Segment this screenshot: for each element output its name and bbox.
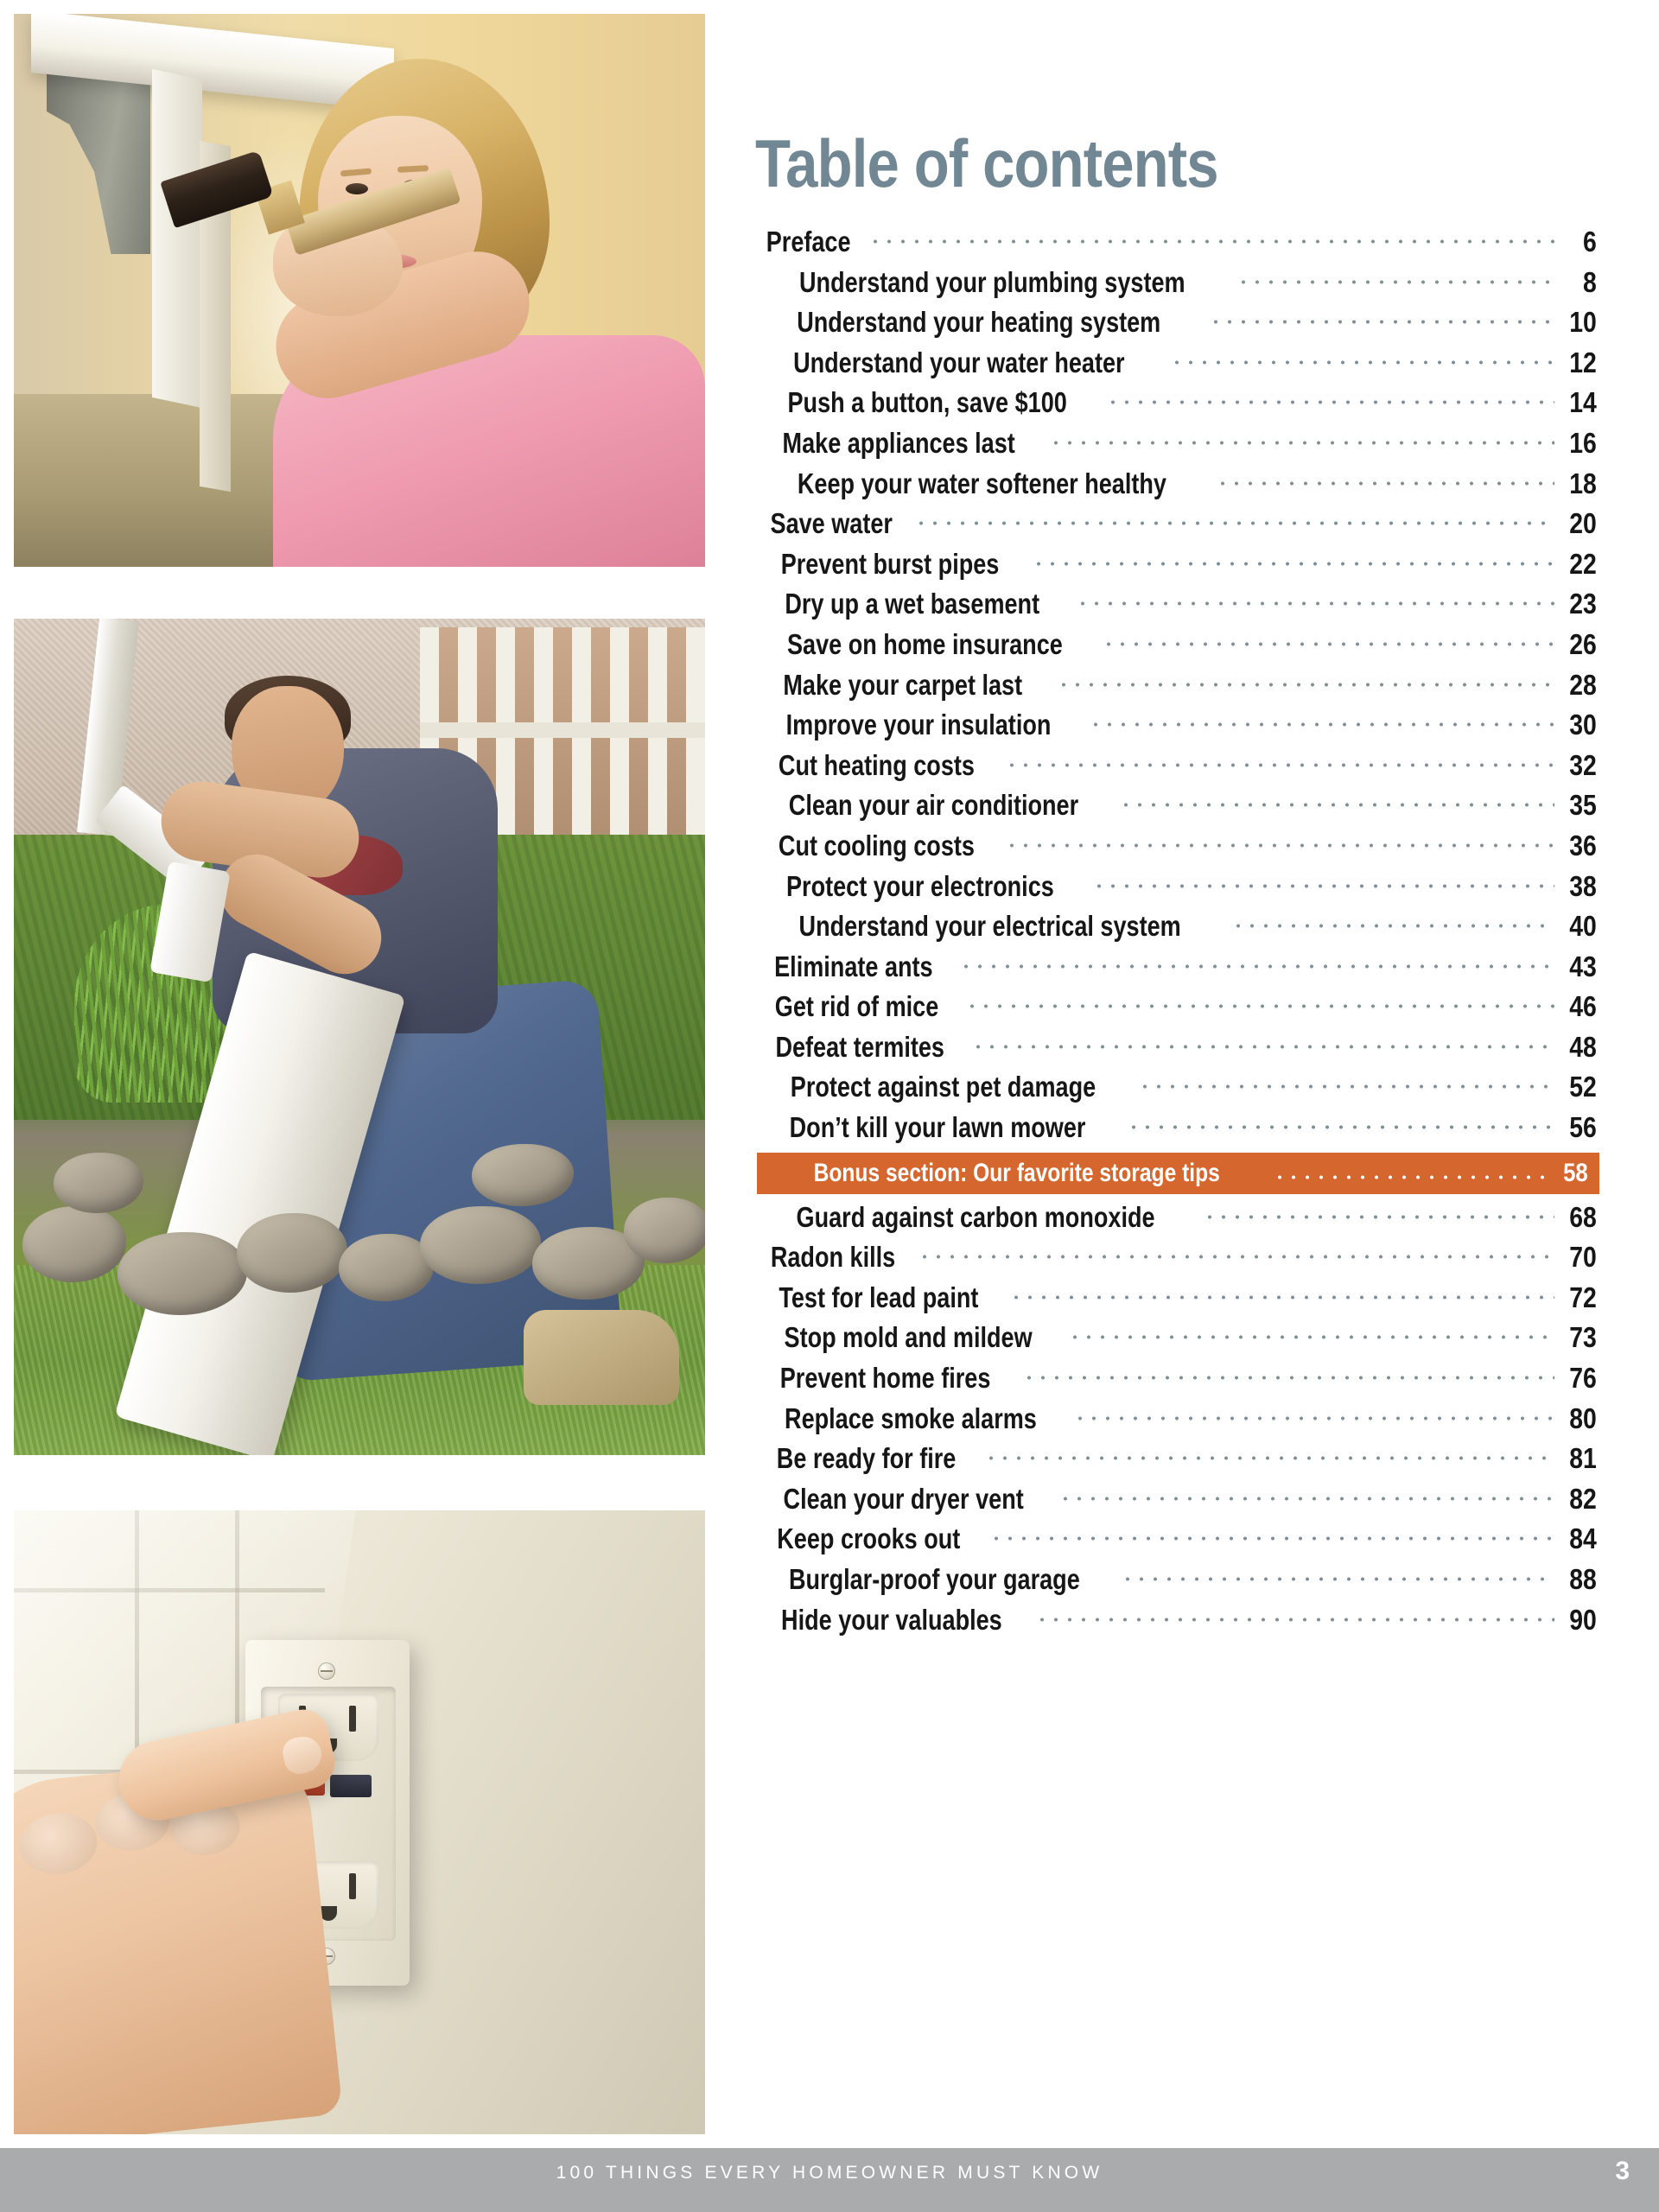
toc-entry-page-number: 90 bbox=[1569, 1603, 1597, 1636]
toc-leader-dots bbox=[1236, 264, 1554, 292]
toc-leader-dots bbox=[1089, 706, 1554, 734]
toc-leader-dots bbox=[1092, 868, 1554, 896]
toc-entry-label: Be ready for fire bbox=[776, 1442, 957, 1475]
toc-entry-row[interactable] bbox=[757, 1520, 1599, 1560]
toc-leader-dots bbox=[1076, 585, 1554, 613]
toc-entry-row[interactable] bbox=[757, 626, 1599, 666]
toc-leader-dots bbox=[971, 1028, 1554, 1057]
toc-entry-page-number: 38 bbox=[1569, 869, 1597, 902]
toc-leader-dots bbox=[1170, 344, 1554, 372]
toc-leader-dots bbox=[1035, 1601, 1554, 1630]
toc-entry-page-number: 35 bbox=[1569, 789, 1597, 822]
toc-entry-label: Cut cooling costs bbox=[778, 829, 975, 861]
toc-entry-page-number: 48 bbox=[1569, 1030, 1597, 1063]
toc-leader-dots bbox=[1068, 1319, 1554, 1347]
toc-entry-label: Preface bbox=[766, 226, 851, 257]
toc-leader-dots bbox=[965, 988, 1554, 1016]
toc-leader-dots bbox=[989, 1520, 1554, 1548]
toc-leader-dots bbox=[1009, 1279, 1554, 1307]
toc-entry-row[interactable] bbox=[757, 907, 1599, 948]
toc-entry-row[interactable] bbox=[757, 1238, 1599, 1279]
toc-entry-row[interactable] bbox=[757, 223, 1599, 264]
toc-entry-row[interactable] bbox=[757, 666, 1599, 707]
toc-entry-label: Save on home insurance bbox=[786, 627, 1063, 660]
toc-entry-row[interactable] bbox=[757, 1028, 1599, 1069]
toc-entry-list bbox=[757, 223, 1599, 1641]
toc-entry-page-number: 76 bbox=[1569, 1362, 1597, 1395]
toc-entry-label: Dry up a wet basement bbox=[785, 588, 1040, 620]
toc-entry-row[interactable] bbox=[757, 1480, 1599, 1521]
toc-entry-row[interactable] bbox=[757, 1359, 1599, 1400]
toc-entry-page-number: 8 bbox=[1582, 265, 1597, 298]
toc-entry-row[interactable] bbox=[757, 706, 1599, 747]
toc-entry-label: Prevent burst pipes bbox=[780, 547, 1000, 580]
toc-entry-page-number: 26 bbox=[1569, 627, 1597, 660]
toc-entry-row[interactable] bbox=[757, 424, 1599, 465]
toc-entry-page-number: 68 bbox=[1569, 1200, 1597, 1233]
toc-entry-page-number: 72 bbox=[1569, 1281, 1597, 1313]
hand-pressing-gfci-outlet-photo bbox=[14, 1510, 705, 2134]
toc-entry-page-number: 20 bbox=[1569, 507, 1597, 540]
toc-entry-page-number: 18 bbox=[1569, 467, 1597, 499]
toc-entry-row[interactable] bbox=[757, 786, 1599, 827]
page-footer bbox=[0, 2148, 1659, 2212]
toc-leader-dots bbox=[1216, 465, 1554, 493]
toc-leader-dots bbox=[1119, 786, 1554, 815]
toc-entry-label: Understand your plumbing system bbox=[799, 265, 1185, 298]
toc-entry-label: Cut heating costs bbox=[778, 748, 975, 781]
toc-leader-dots bbox=[1127, 1109, 1554, 1137]
toc-entry-row[interactable] bbox=[757, 747, 1599, 787]
toc-entry-label: Guard against carbon monoxide bbox=[796, 1200, 1155, 1233]
toc-entry-row[interactable] bbox=[757, 988, 1599, 1028]
toc-leader-dots bbox=[959, 948, 1554, 976]
toc-entry-row[interactable] bbox=[757, 1068, 1599, 1109]
toc-leader-dots bbox=[1203, 1198, 1554, 1227]
toc-entry-label: Test for lead paint bbox=[779, 1281, 979, 1313]
toc-leader-dots bbox=[1138, 1068, 1554, 1096]
toc-leader-dots bbox=[1121, 1560, 1554, 1589]
toc-entry-page-number: 32 bbox=[1569, 748, 1597, 781]
toc-leader-dots bbox=[1058, 1480, 1554, 1509]
toc-leader-dots bbox=[1049, 424, 1554, 453]
toc-entry-label: Understand your water heater bbox=[793, 346, 1125, 378]
toc-entry-row[interactable] bbox=[757, 1440, 1599, 1480]
toc-entry-page-number: 23 bbox=[1569, 588, 1597, 620]
toc-entry-page-number: 12 bbox=[1569, 346, 1597, 378]
toc-entry-label: Protect against pet damage bbox=[790, 1071, 1096, 1103]
toc-entry-label: Radon kills bbox=[770, 1241, 896, 1274]
toc-entry-label: Hide your valuables bbox=[781, 1603, 1002, 1636]
toc-entry-label: Eliminate ants bbox=[774, 950, 933, 982]
toc-entry-row[interactable] bbox=[757, 264, 1599, 304]
toc-leader-dots bbox=[1073, 1400, 1554, 1428]
toc-entry-row[interactable] bbox=[757, 344, 1599, 385]
toc-leader-dots bbox=[1209, 303, 1554, 332]
toc-entry-page-number: 82 bbox=[1569, 1482, 1597, 1515]
table-of-contents bbox=[753, 0, 1659, 2134]
toc-entry-label: Get rid of mice bbox=[774, 990, 939, 1023]
toc-entry-row[interactable] bbox=[757, 948, 1599, 988]
toc-entry-page-number: 16 bbox=[1569, 426, 1597, 459]
toc-entry-row[interactable] bbox=[757, 1319, 1599, 1359]
toc-entry-page-number: 56 bbox=[1569, 1111, 1597, 1144]
toc-leader-dots bbox=[1102, 626, 1554, 654]
toc-entry-label: Clean your air conditioner bbox=[788, 789, 1079, 822]
toc-entry-label: Make appliances last bbox=[782, 426, 1015, 459]
toc-leader-dots bbox=[1022, 1359, 1554, 1388]
toc-entry-label: Clean your dryer vent bbox=[783, 1482, 1024, 1515]
footer-page-number: 3 bbox=[1615, 2157, 1630, 2185]
toc-entry-page-number: 46 bbox=[1569, 990, 1597, 1023]
toc-leader-dots bbox=[1106, 384, 1554, 412]
man-installing-downspout-extension-photo bbox=[14, 619, 705, 1455]
toc-leader-dots bbox=[918, 1238, 1554, 1267]
photo-column bbox=[14, 0, 705, 2134]
toc-entry-page-number: 80 bbox=[1569, 1402, 1597, 1434]
toc-entry-label: Keep your water softener healthy bbox=[797, 467, 1166, 499]
toc-entry-row[interactable] bbox=[757, 505, 1599, 545]
toc-entry-row[interactable] bbox=[757, 1279, 1599, 1319]
toc-leader-dots bbox=[984, 1440, 1554, 1468]
toc-entry-row[interactable] bbox=[757, 303, 1599, 344]
toc-entry-label: Save water bbox=[770, 507, 893, 540]
toc-entry-label: Understand your heating system bbox=[797, 306, 1161, 339]
toc-entry-label: Burglar-proof your garage bbox=[788, 1563, 1080, 1595]
toc-entry-page-number: 43 bbox=[1569, 950, 1597, 982]
toc-leader-dots bbox=[1032, 545, 1554, 574]
toc-entry-label: Push a button, save $100 bbox=[787, 386, 1067, 419]
toc-entry-row[interactable] bbox=[757, 585, 1599, 626]
toc-entry-label: Don’t kill your lawn mower bbox=[789, 1111, 1086, 1144]
toc-entry-row[interactable] bbox=[757, 465, 1599, 505]
toc-entry-label: Make your carpet last bbox=[783, 668, 1023, 701]
toc-entry-label: Stop mold and mildew bbox=[784, 1321, 1033, 1354]
toc-leader-dots bbox=[1005, 747, 1554, 775]
toc-entry-page-number: 14 bbox=[1569, 386, 1597, 419]
toc-entry-label: Replace smoke alarms bbox=[785, 1402, 1037, 1434]
toc-entry-page-number: 58 bbox=[1563, 1158, 1588, 1187]
toc-leader-dots bbox=[1057, 666, 1554, 695]
toc-entry-page-number: 52 bbox=[1569, 1071, 1597, 1103]
toc-entry-label: Prevent home fires bbox=[779, 1362, 991, 1395]
toc-entry-page-number: 84 bbox=[1569, 1522, 1597, 1555]
toc-entry-row[interactable] bbox=[757, 1400, 1599, 1440]
toc-entry-page-number: 36 bbox=[1569, 829, 1597, 861]
toc-entry-page-number: 73 bbox=[1569, 1321, 1597, 1354]
toc-entry-page-number: 28 bbox=[1569, 668, 1597, 701]
toc-entry-label: Improve your insulation bbox=[785, 709, 1052, 741]
toc-entry-label: Defeat termites bbox=[775, 1030, 944, 1063]
page-title: Table of contents bbox=[755, 125, 1218, 201]
toc-entry-label: Protect your electronics bbox=[786, 869, 1054, 902]
toc-entry-row[interactable] bbox=[757, 1109, 1599, 1149]
toc-entry-page-number: 6 bbox=[1582, 226, 1597, 257]
toc-entry-page-number: 70 bbox=[1569, 1241, 1597, 1274]
toc-entry-page-number: 10 bbox=[1569, 306, 1597, 339]
toc-entry-label: Understand your electrical system bbox=[798, 910, 1181, 943]
toc-entry-row[interactable] bbox=[757, 1601, 1599, 1642]
toc-entry-page-number: 88 bbox=[1569, 1563, 1597, 1595]
toc-entry-page-number: 22 bbox=[1569, 547, 1597, 580]
toc-leader-dots bbox=[1273, 1159, 1546, 1187]
toc-entry-page-number: 30 bbox=[1569, 709, 1597, 741]
toc-leader-dots bbox=[868, 223, 1554, 251]
toc-leader-dots bbox=[1005, 827, 1554, 855]
toc-entry-row-highlighted[interactable] bbox=[757, 1153, 1599, 1194]
toc-leader-dots bbox=[914, 505, 1554, 533]
toc-entry-label: Bonus section: Our favorite storage tips bbox=[813, 1158, 1220, 1187]
toc-entry-row[interactable] bbox=[757, 1198, 1599, 1239]
toc-entry-row[interactable] bbox=[757, 1560, 1599, 1601]
woman-painting-door-trim-photo bbox=[14, 14, 705, 567]
toc-entry-page-number: 81 bbox=[1569, 1442, 1597, 1475]
toc-entry-label: Keep crooks out bbox=[777, 1522, 961, 1555]
toc-entry-row[interactable] bbox=[757, 384, 1599, 424]
toc-entry-row[interactable] bbox=[757, 827, 1599, 868]
toc-entry-page-number: 40 bbox=[1569, 910, 1597, 943]
toc-entry-row[interactable] bbox=[757, 545, 1599, 586]
toc-leader-dots bbox=[1231, 907, 1554, 936]
footer-book-title: 100 THINGS EVERY HOMEOWNER MUST KNOW bbox=[556, 2163, 1103, 2183]
toc-entry-row[interactable] bbox=[757, 868, 1599, 908]
